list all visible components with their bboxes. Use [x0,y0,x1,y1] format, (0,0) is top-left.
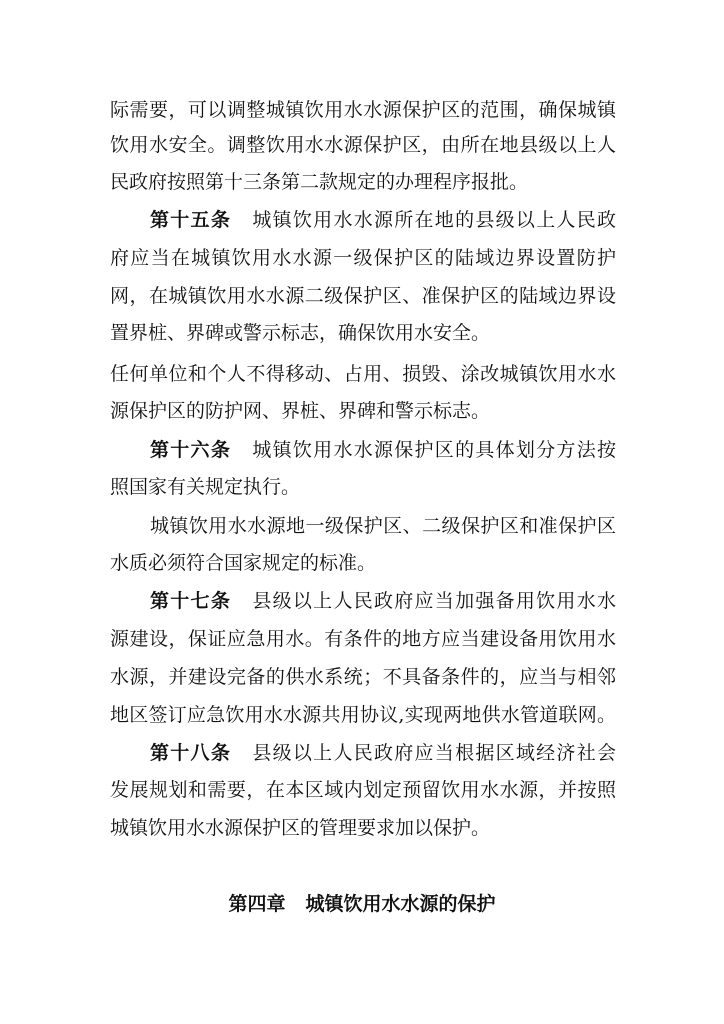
text-line: 源保护区的防护网、界桩、界碑和警示标志。 [110,400,491,422]
chapter-title: 城镇饮用水水源的保护 [305,893,496,915]
text-line: 网，在城镇饮用水水源二级保护区、准保护区的陆域边界设 [110,285,616,307]
text-line: 际需要，可以调整城镇饮用水水源保护区的范围，确保城镇 [110,99,616,121]
article-18-first-line [150,735,616,771]
chapter-heading [0,886,724,922]
text-line: 水质必须符合国家规定的标准。 [110,552,377,574]
article-15-first-line [150,202,616,238]
text-line: 城镇饮用水水源保护区的管理要求加以保护。 [110,817,491,839]
text-line: 地区签订应急饮用水水源共用协议,实现两地供水管道联网。 [110,704,616,726]
article-number: 第十六条 [150,439,232,461]
article-text: 县级以上人民政府应当加强备用饮用水水 [251,590,616,612]
text-line: 照国家有关规定执行。 [110,476,301,498]
article-text: 城镇饮用水水源所在地的县级以上人民政 [251,209,616,231]
article-16-first-line [150,432,616,468]
article-text: 县级以上人民政府应当根据区域经济社会 [251,742,616,764]
article-number: 第十五条 [150,209,232,231]
text-line: 饮用水安全。调整饮用水水源保护区，由所在地县级以上人 [110,134,616,156]
text-line: 府应当在城镇饮用水水源一级保护区的陆域边界设置防护 [110,247,616,269]
chapter-number: 第四章 [228,893,286,915]
text-line: 城镇饮用水水源地一级保护区、二级保护区和准保护区 [150,515,616,537]
text-line: 源建设，保证应急用水。有条件的地方应当建设备用饮用水 [110,628,616,650]
text-line: 民政府按照第十三条第二款规定的办理程序报批。 [110,171,529,193]
article-number: 第十七条 [150,590,232,612]
article-text: 城镇饮用水水源保护区的具体划分方法按 [251,439,616,461]
text-line: 任何单位和个人不得移动、占用、损毁、涂改城镇饮用水水 [110,363,616,385]
text-line: 发展规划和需要，在本区域内划定预留饮用水水源，并按照 [110,779,616,801]
article-17-first-line [150,583,616,619]
text-line: 水源，并建设完备的供水系统；不具备条件的，应当与相邻 [110,666,616,688]
text-line: 置界桩、界碑或警示标志，确保饮用水安全。 [110,322,491,344]
article-number: 第十八条 [150,742,232,764]
